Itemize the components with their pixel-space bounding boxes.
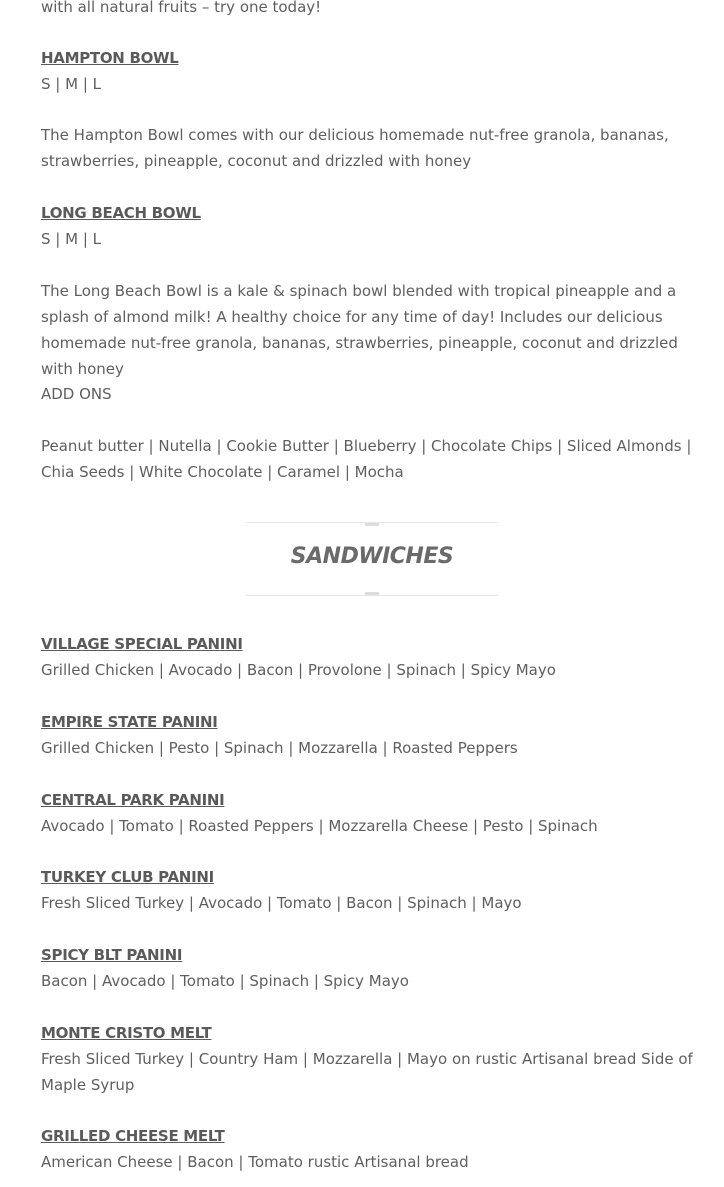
sandwich-title: SPICY BLT PANINI <box>41 946 183 964</box>
bowl-description-hampton: The Hampton Bowl comes with our delicious homemade nut-free granola, bananas, strawberries, pineapple, coconut and drizzled with honey <box>41 126 669 170</box>
sandwich-title: MONTE CRISTO MELT <box>41 1024 212 1042</box>
sandwich-ingredients: Grilled Chicken | Pesto | Spinach | Mozzarella | Roasted Peppers <box>41 739 518 757</box>
sandwich-ingredients: Fresh Sliced Turkey | Avocado | Tomato | Bacon | Spinach | Mayo <box>41 894 522 912</box>
divider-bottom <box>246 595 498 596</box>
divider-ornament-top <box>365 523 379 526</box>
bowl-sizes-hampton: S | M | L <box>41 75 101 93</box>
sandwich-title: CENTRAL PARK PANINI <box>41 791 225 809</box>
sandwich-title: GRILLED CHEESE MELT <box>41 1127 225 1145</box>
section-heading: SANDWICHES <box>290 544 454 569</box>
sandwich-title: EMPIRE STATE PANINI <box>41 713 218 731</box>
sandwich-ingredients: Avocado | Tomato | Roasted Peppers | Mozzarella Cheese | Pesto | Spinach <box>41 817 598 835</box>
bowl-sizes-long-beach: S | M | L <box>41 230 101 248</box>
bowl-title-hampton: HAMPTON BOWL <box>41 49 179 67</box>
sandwich-ingredients: Bacon | Avocado | Tomato | Spinach | Spicy Mayo <box>41 972 409 990</box>
bowl-description-long-beach: The Long Beach Bowl is a kale & spinach bowl blended with tropical pineapple and a splash of almond milk! A healthy choice for any time of day! Includes our delicious homemade nut-free granola, bananas, strawberries, pineapple, coconut and drizzled with honey <box>41 282 678 378</box>
sandwich-ingredients: Grilled Chicken | Avocado | Bacon | Provolone | Spinach | Spicy Mayo <box>41 661 556 679</box>
sandwich-ingredients: Fresh Sliced Turkey | Country Ham | Mozzarella | Mayo on rustic Artisanal bread Side of Maple Syrup <box>41 1050 693 1094</box>
addons-label: ADD ONS <box>41 385 112 403</box>
divider-ornament-bottom <box>365 592 379 595</box>
sandwich-title: VILLAGE SPECIAL PANINI <box>41 635 243 653</box>
sandwich-ingredients: American Cheese | Bacon | Tomato rustic Artisanal bread <box>41 1153 469 1171</box>
bowl-title-long-beach: LONG BEACH BOWL <box>41 204 201 222</box>
addons-list: Peanut butter | Nutella | Cookie Butter | Blueberry | Chocolate Chips | Sliced Almonds | Chia Seeds | White Chocolate | Caramel | Mocha <box>41 437 692 481</box>
section-header-sandwiches <box>246 522 498 596</box>
sandwich-title: TURKEY CLUB PANINI <box>41 868 214 886</box>
intro-text: with all natural fruits – try one today! <box>41 0 322 16</box>
